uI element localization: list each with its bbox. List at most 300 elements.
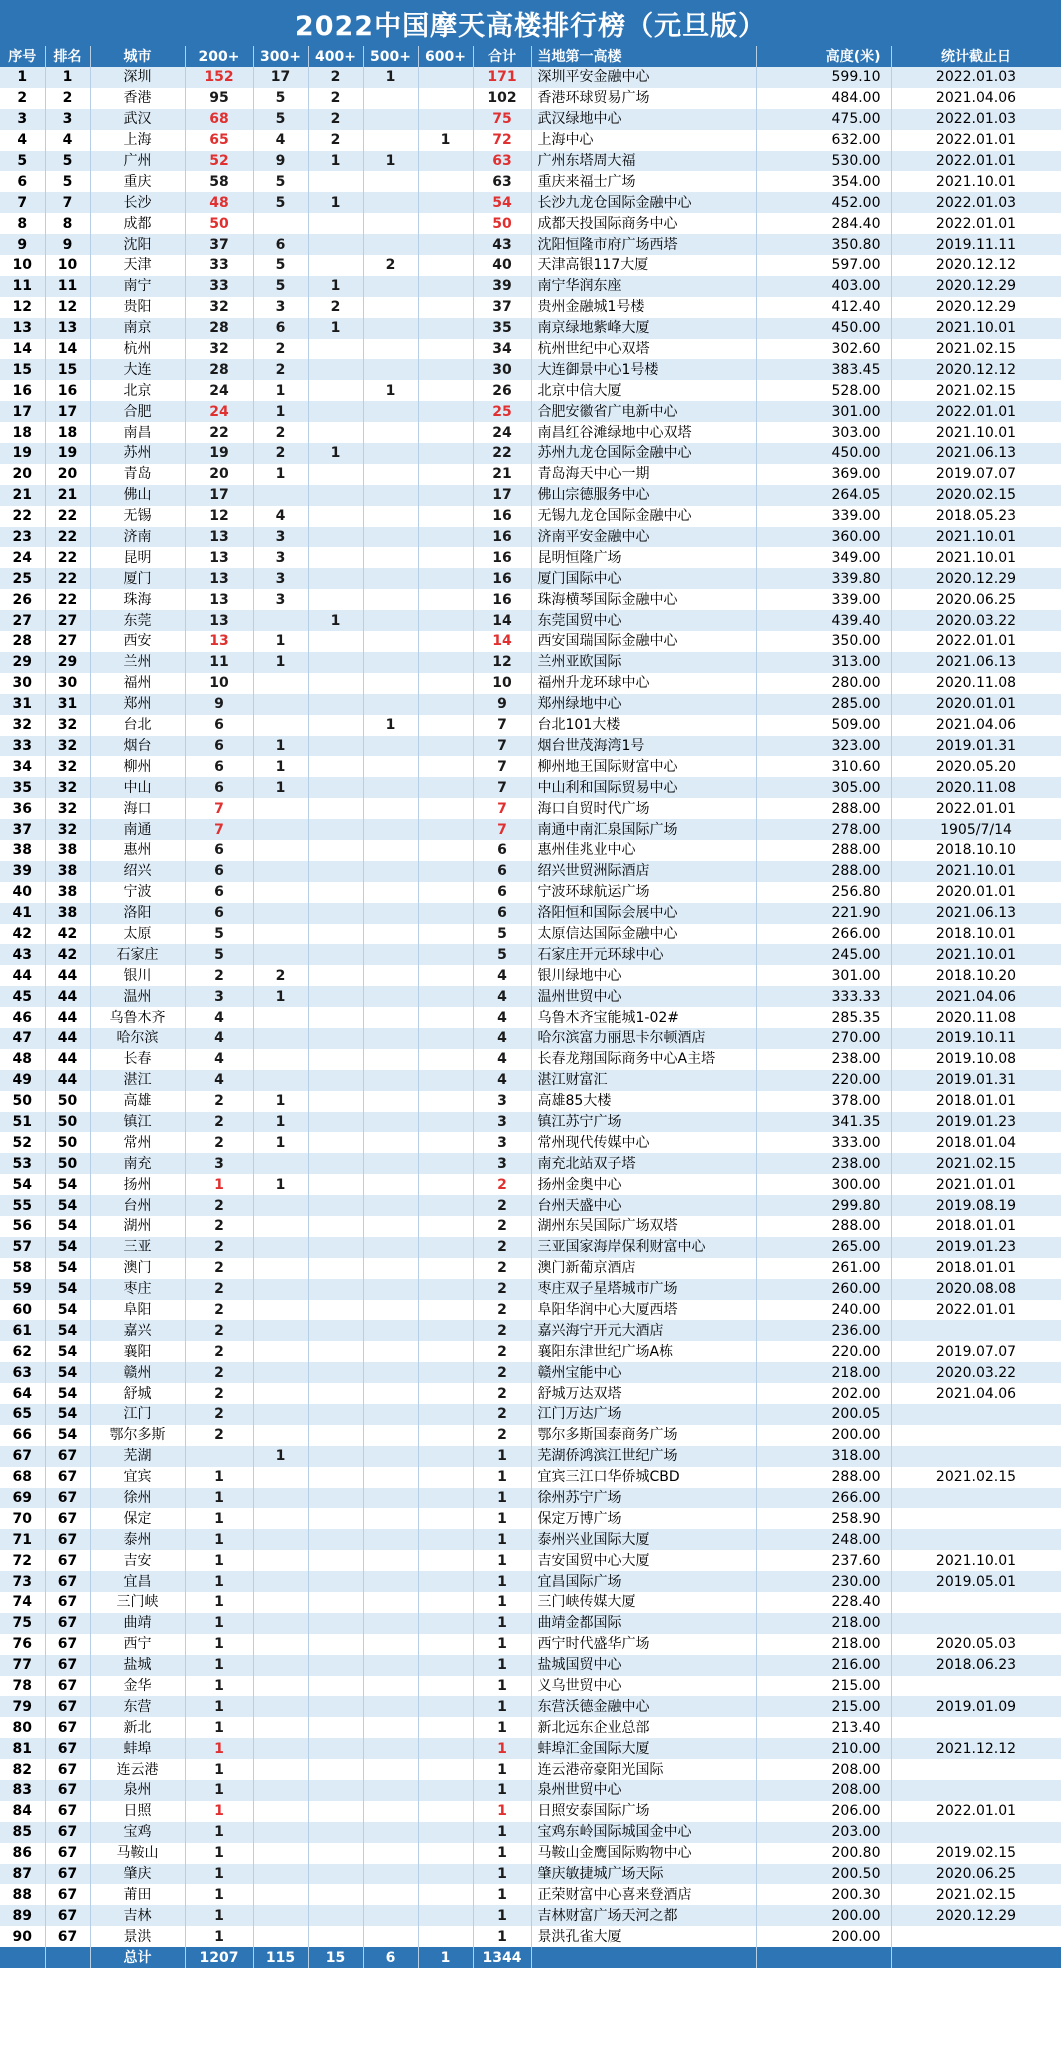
- row-total: 30: [473, 359, 531, 380]
- row-city: 台州: [90, 1195, 185, 1216]
- row-400plus: [308, 1237, 363, 1258]
- row-500plus: [363, 1028, 418, 1049]
- table-row: [0, 1696, 1061, 1717]
- row-200plus: 5: [185, 924, 253, 945]
- row-500plus: [363, 1884, 418, 1905]
- row-city: 襄阳: [90, 1341, 185, 1362]
- row-rank: 18: [45, 422, 90, 443]
- row-200plus: 13: [185, 568, 253, 589]
- row-500plus: [363, 819, 418, 840]
- row-cutoff-date: 2019.01.09: [891, 1696, 1061, 1717]
- row-400plus: [308, 1258, 363, 1279]
- row-index: 65: [0, 1404, 45, 1425]
- row-total: 4: [473, 1028, 531, 1049]
- row-600plus: [418, 527, 473, 548]
- row-200plus: 32: [185, 339, 253, 360]
- row-500plus: [363, 1467, 418, 1488]
- table-row: [0, 1508, 1061, 1529]
- row-600plus: [418, 1112, 473, 1133]
- row-500plus: [363, 1592, 418, 1613]
- row-height: 303.00: [756, 422, 891, 443]
- row-total: 1: [473, 1738, 531, 1759]
- row-200plus: 1: [185, 1717, 253, 1738]
- row-300plus: [253, 819, 308, 840]
- table-row: [0, 1801, 1061, 1822]
- row-200plus: 1: [185, 1926, 253, 1947]
- row-300plus: [253, 1007, 308, 1028]
- row-300plus: 1: [253, 1174, 308, 1195]
- row-cutoff-date: 1905/7/14: [891, 819, 1061, 840]
- row-cutoff-date: 2022.01.01: [891, 1300, 1061, 1321]
- row-600plus: [418, 485, 473, 506]
- watermark-text: 聚汇数据: [994, 2020, 1055, 2038]
- row-300plus: [253, 1467, 308, 1488]
- row-600plus: [418, 673, 473, 694]
- row-cutoff-date: 2021.06.13: [891, 903, 1061, 924]
- row-500plus: [363, 547, 418, 568]
- row-300plus: [253, 1926, 308, 1947]
- row-index: 81: [0, 1738, 45, 1759]
- row-height: 260.00: [756, 1279, 891, 1300]
- row-index: 79: [0, 1696, 45, 1717]
- row-600plus: [418, 192, 473, 213]
- row-rank: 11: [45, 276, 90, 297]
- row-500plus: [363, 1237, 418, 1258]
- row-cutoff-date: 2021.02.15: [891, 339, 1061, 360]
- row-400plus: [308, 1112, 363, 1133]
- row-height: 288.00: [756, 798, 891, 819]
- row-cutoff-date: 2021.10.01: [891, 527, 1061, 548]
- row-tallest-building: 武汉绿地中心: [531, 109, 756, 130]
- row-cutoff-date: 2021.10.01: [891, 422, 1061, 443]
- row-600plus: [418, 213, 473, 234]
- row-total: 75: [473, 109, 531, 130]
- row-300plus: 6: [253, 318, 308, 339]
- row-300plus: [253, 1613, 308, 1634]
- row-500plus: [363, 527, 418, 548]
- row-400plus: [308, 1446, 363, 1467]
- row-index: 71: [0, 1529, 45, 1550]
- row-rank: 5: [45, 171, 90, 192]
- row-500plus: [363, 1801, 418, 1822]
- row-300plus: [253, 1822, 308, 1843]
- row-200plus: 2: [185, 1300, 253, 1321]
- row-rank: 29: [45, 652, 90, 673]
- row-200plus: 32: [185, 297, 253, 318]
- header-300plus: 300+: [253, 46, 308, 67]
- row-400plus: [308, 1279, 363, 1300]
- row-index: 60: [0, 1300, 45, 1321]
- row-index: 85: [0, 1822, 45, 1843]
- row-height: 450.00: [756, 443, 891, 464]
- row-tallest-building: 深圳平安金融中心: [531, 67, 756, 88]
- row-200plus: 95: [185, 88, 253, 109]
- row-total: 2: [473, 1425, 531, 1446]
- row-cutoff-date: 2018.10.01: [891, 924, 1061, 945]
- row-height: 200.05: [756, 1404, 891, 1425]
- row-500plus: [363, 1362, 418, 1383]
- row-height: 218.00: [756, 1613, 891, 1634]
- row-600plus: [418, 1550, 473, 1571]
- row-city: 徐州: [90, 1488, 185, 1509]
- row-cutoff-date: 2019.01.31: [891, 736, 1061, 757]
- row-rank: 50: [45, 1112, 90, 1133]
- row-300plus: 3: [253, 547, 308, 568]
- row-cutoff-date: 2019.11.11: [891, 234, 1061, 255]
- row-tallest-building: 舒城万达双塔: [531, 1383, 756, 1404]
- row-rank: 67: [45, 1926, 90, 1947]
- table-row: [0, 819, 1061, 840]
- row-city: 湖州: [90, 1216, 185, 1237]
- row-total: 10: [473, 673, 531, 694]
- row-height: 210.00: [756, 1738, 891, 1759]
- row-200plus: 9: [185, 694, 253, 715]
- row-total: 14: [473, 631, 531, 652]
- row-cutoff-date: [891, 1926, 1061, 1947]
- row-height: 403.00: [756, 276, 891, 297]
- row-city: 莆田: [90, 1884, 185, 1905]
- row-height: 323.00: [756, 736, 891, 757]
- row-500plus: [363, 736, 418, 757]
- wechat-logo-icon: [973, 2020, 991, 2038]
- row-city: 新北: [90, 1717, 185, 1738]
- total-400plus: 15: [308, 1947, 363, 1968]
- row-total: 1: [473, 1780, 531, 1801]
- row-city: 乌鲁木齐: [90, 1007, 185, 1028]
- row-index: 37: [0, 819, 45, 840]
- row-300plus: 3: [253, 589, 308, 610]
- row-600plus: [418, 1446, 473, 1467]
- row-400plus: [308, 380, 363, 401]
- row-cutoff-date: 2020.12.12: [891, 255, 1061, 276]
- row-600plus: [418, 652, 473, 673]
- row-height: 265.00: [756, 1237, 891, 1258]
- row-city: 杭州: [90, 339, 185, 360]
- row-cutoff-date: 2019.10.08: [891, 1049, 1061, 1070]
- table-row: [0, 1049, 1061, 1070]
- row-tallest-building: 义乌世贸中心: [531, 1676, 756, 1697]
- row-total: 1: [473, 1884, 531, 1905]
- row-300plus: 5: [253, 276, 308, 297]
- row-600plus: [418, 1884, 473, 1905]
- row-200plus: 1: [185, 1571, 253, 1592]
- row-height: 200.00: [756, 1926, 891, 1947]
- table-row: [0, 965, 1061, 986]
- row-tallest-building: 西安国瑞国际金融中心: [531, 631, 756, 652]
- row-total: 1: [473, 1592, 531, 1613]
- row-500plus: [363, 610, 418, 631]
- row-400plus: 1: [308, 151, 363, 172]
- row-index: 21: [0, 485, 45, 506]
- row-400plus: [308, 527, 363, 548]
- row-600plus: [418, 715, 473, 736]
- row-400plus: [308, 673, 363, 694]
- row-city: 高雄: [90, 1091, 185, 1112]
- table-row: [0, 756, 1061, 777]
- row-index: 31: [0, 694, 45, 715]
- table-row: [0, 422, 1061, 443]
- row-city: 澳门: [90, 1258, 185, 1279]
- row-city: 沈阳: [90, 234, 185, 255]
- row-height: 333.33: [756, 986, 891, 1007]
- row-500plus: [363, 443, 418, 464]
- row-index: 75: [0, 1613, 45, 1634]
- row-500plus: [363, 944, 418, 965]
- row-600plus: [418, 944, 473, 965]
- row-600plus: [418, 965, 473, 986]
- row-total: 1: [473, 1759, 531, 1780]
- row-height: 237.60: [756, 1550, 891, 1571]
- row-rank: 67: [45, 1529, 90, 1550]
- row-200plus: 1: [185, 1676, 253, 1697]
- row-rank: 32: [45, 756, 90, 777]
- row-city: 曲靖: [90, 1613, 185, 1634]
- row-city: 嘉兴: [90, 1320, 185, 1341]
- row-city: 宝鸡: [90, 1822, 185, 1843]
- row-index: 34: [0, 756, 45, 777]
- row-500plus: [363, 1529, 418, 1550]
- row-tallest-building: 襄阳东津世纪广场A栋: [531, 1341, 756, 1362]
- row-tallest-building: 湖州东吴国际广场双塔: [531, 1216, 756, 1237]
- row-city: 赣州: [90, 1362, 185, 1383]
- row-400plus: [308, 840, 363, 861]
- row-city: 绍兴: [90, 861, 185, 882]
- row-600plus: [418, 1300, 473, 1321]
- row-rank: 22: [45, 547, 90, 568]
- row-total: 40: [473, 255, 531, 276]
- row-city: 东营: [90, 1696, 185, 1717]
- row-600plus: [418, 276, 473, 297]
- row-cutoff-date: 2020.03.22: [891, 1362, 1061, 1383]
- row-height: 285.35: [756, 1007, 891, 1028]
- row-cutoff-date: 2021.04.06: [891, 715, 1061, 736]
- table-row: [0, 1153, 1061, 1174]
- table-row: [0, 171, 1061, 192]
- row-index: 73: [0, 1571, 45, 1592]
- row-cutoff-date: 2019.07.07: [891, 464, 1061, 485]
- row-cutoff-date: 2022.01.03: [891, 192, 1061, 213]
- table-row: [0, 986, 1061, 1007]
- row-city: 苏州: [90, 443, 185, 464]
- row-400plus: [308, 1696, 363, 1717]
- row-rank: 10: [45, 255, 90, 276]
- row-500plus: [363, 1759, 418, 1780]
- row-tallest-building: 无锡九龙仓国际金融中心: [531, 506, 756, 527]
- row-height: 302.60: [756, 339, 891, 360]
- total-300plus: 115: [253, 1947, 308, 1968]
- table-row: [0, 1237, 1061, 1258]
- row-total: 1: [473, 1696, 531, 1717]
- page-title: 2022中国摩天高楼排行榜（元旦版）: [0, 0, 1061, 46]
- row-200plus: 13: [185, 527, 253, 548]
- row-height: 528.00: [756, 380, 891, 401]
- row-300plus: [253, 944, 308, 965]
- table-row: [0, 1529, 1061, 1550]
- row-400plus: [308, 464, 363, 485]
- table-row: [0, 506, 1061, 527]
- row-400plus: [308, 339, 363, 360]
- row-300plus: 1: [253, 1091, 308, 1112]
- row-tallest-building: 天津高银117大厦: [531, 255, 756, 276]
- table-row: [0, 1091, 1061, 1112]
- row-total: 12: [473, 652, 531, 673]
- table-row: [0, 1884, 1061, 1905]
- row-height: 509.00: [756, 715, 891, 736]
- table-row: [0, 715, 1061, 736]
- row-height: 200.00: [756, 1425, 891, 1446]
- row-total: 6: [473, 840, 531, 861]
- row-city: 青岛: [90, 464, 185, 485]
- row-200plus: 2: [185, 965, 253, 986]
- row-400plus: [308, 234, 363, 255]
- row-city: 深圳: [90, 67, 185, 88]
- row-600plus: [418, 1174, 473, 1195]
- row-cutoff-date: 2021.02.15: [891, 380, 1061, 401]
- row-cutoff-date: 2019.08.19: [891, 1195, 1061, 1216]
- table-row: [0, 1383, 1061, 1404]
- row-cutoff-date: 2018.01.01: [891, 1216, 1061, 1237]
- row-index: 62: [0, 1341, 45, 1362]
- table-row: [0, 130, 1061, 151]
- row-500plus: [363, 192, 418, 213]
- row-total: 7: [473, 736, 531, 757]
- row-index: 86: [0, 1843, 45, 1864]
- row-500plus: [363, 109, 418, 130]
- row-rank: 44: [45, 1049, 90, 1070]
- row-300plus: 5: [253, 88, 308, 109]
- row-200plus: 2: [185, 1237, 253, 1258]
- row-rank: 67: [45, 1613, 90, 1634]
- row-cutoff-date: [891, 1488, 1061, 1509]
- total-label: 总计: [90, 1947, 185, 1968]
- row-600plus: [418, 67, 473, 88]
- row-400plus: [308, 944, 363, 965]
- table-row: [0, 1571, 1061, 1592]
- row-600plus: [418, 1529, 473, 1550]
- header-index: 序号: [0, 46, 45, 67]
- row-400plus: [308, 1320, 363, 1341]
- row-300plus: [253, 1780, 308, 1801]
- row-500plus: [363, 1696, 418, 1717]
- row-city: 重庆: [90, 171, 185, 192]
- row-500plus: [363, 1676, 418, 1697]
- row-cutoff-date: 2022.01.03: [891, 67, 1061, 88]
- row-rank: 15: [45, 359, 90, 380]
- row-rank: 7: [45, 192, 90, 213]
- row-total: 54: [473, 192, 531, 213]
- table-row: [0, 88, 1061, 109]
- row-tallest-building: 江门万达广场: [531, 1404, 756, 1425]
- row-300plus: 5: [253, 171, 308, 192]
- row-400plus: [308, 798, 363, 819]
- row-cutoff-date: 2022.01.01: [891, 130, 1061, 151]
- row-city: 佛山: [90, 485, 185, 506]
- row-index: 3: [0, 109, 45, 130]
- row-600plus: [418, 924, 473, 945]
- row-height: 339.00: [756, 589, 891, 610]
- row-city: 海口: [90, 798, 185, 819]
- row-cutoff-date: 2020.12.29: [891, 568, 1061, 589]
- row-200plus: 1: [185, 1613, 253, 1634]
- row-city: 柳州: [90, 756, 185, 777]
- row-tallest-building: 日照安泰国际广场: [531, 1801, 756, 1822]
- row-500plus: [363, 965, 418, 986]
- row-cutoff-date: 2022.01.01: [891, 401, 1061, 422]
- row-height: 301.00: [756, 401, 891, 422]
- row-city: 温州: [90, 986, 185, 1007]
- table-row: [0, 1404, 1061, 1425]
- row-height: 310.60: [756, 756, 891, 777]
- row-cutoff-date: 2020.12.29: [891, 297, 1061, 318]
- row-total: 72: [473, 130, 531, 151]
- row-400plus: [308, 1153, 363, 1174]
- header-600plus: 600+: [418, 46, 473, 67]
- row-200plus: 4: [185, 1007, 253, 1028]
- row-total: 5: [473, 924, 531, 945]
- row-200plus: 4: [185, 1049, 253, 1070]
- row-height: 240.00: [756, 1300, 891, 1321]
- row-rank: 54: [45, 1341, 90, 1362]
- row-400plus: [308, 1195, 363, 1216]
- row-total: 2: [473, 1383, 531, 1404]
- row-400plus: [308, 861, 363, 882]
- row-tallest-building: 宝鸡东岭国际城国金中心: [531, 1822, 756, 1843]
- row-cutoff-date: 2018.10.20: [891, 965, 1061, 986]
- ranking-table: [0, 46, 1061, 1968]
- row-400plus: [308, 965, 363, 986]
- row-300plus: 1: [253, 1446, 308, 1467]
- row-300plus: [253, 861, 308, 882]
- row-600plus: [418, 151, 473, 172]
- row-tallest-building: 乌鲁木齐宝能城1-02#: [531, 1007, 756, 1028]
- row-total: 2: [473, 1174, 531, 1195]
- row-300plus: [253, 213, 308, 234]
- row-rank: 1: [45, 67, 90, 88]
- row-cutoff-date: 2022.01.01: [891, 798, 1061, 819]
- row-total: 4: [473, 1049, 531, 1070]
- row-rank: 67: [45, 1864, 90, 1885]
- row-tallest-building: 上海中心: [531, 130, 756, 151]
- watermark: [973, 2018, 1055, 2039]
- row-tallest-building: 长春龙翔国际商务中心A主塔: [531, 1049, 756, 1070]
- row-tallest-building: 海口自贸时代广场: [531, 798, 756, 819]
- row-index: 66: [0, 1425, 45, 1446]
- row-cutoff-date: 2022.01.01: [891, 151, 1061, 172]
- row-index: 64: [0, 1383, 45, 1404]
- row-cutoff-date: 2018.10.10: [891, 840, 1061, 861]
- row-600plus: [418, 1070, 473, 1091]
- row-cutoff-date: 2021.06.13: [891, 443, 1061, 464]
- row-600plus: [418, 1843, 473, 1864]
- row-tallest-building: 珠海横琴国际金融中心: [531, 589, 756, 610]
- row-tallest-building: 嘉兴海宁开元大酒店: [531, 1320, 756, 1341]
- row-tallest-building: 郑州绿地中心: [531, 694, 756, 715]
- row-total: 16: [473, 568, 531, 589]
- row-index: 14: [0, 339, 45, 360]
- row-rank: 67: [45, 1655, 90, 1676]
- table-row: [0, 213, 1061, 234]
- row-tallest-building: 昆明恒隆广场: [531, 547, 756, 568]
- row-600plus: [418, 1738, 473, 1759]
- row-height: 378.00: [756, 1091, 891, 1112]
- row-tallest-building: 吉林财富广场天河之都: [531, 1905, 756, 1926]
- row-500plus: [363, 1905, 418, 1926]
- row-total: 6: [473, 861, 531, 882]
- row-500plus: [363, 1216, 418, 1237]
- row-tallest-building: 中山利和国际贸易中心: [531, 777, 756, 798]
- row-city: 郑州: [90, 694, 185, 715]
- row-index: 16: [0, 380, 45, 401]
